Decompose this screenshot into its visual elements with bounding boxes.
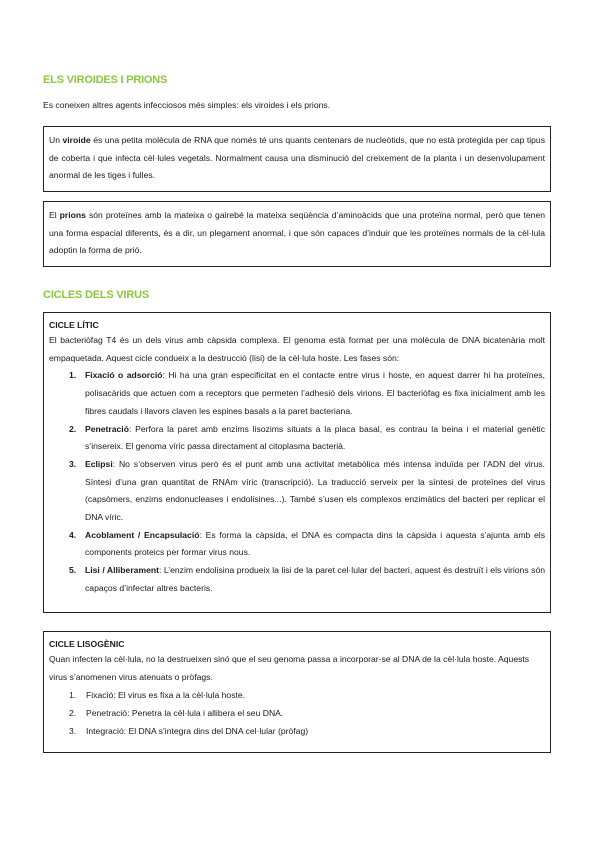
lysogenic-cycle-box bbox=[43, 631, 551, 753]
lytic-cycle-box bbox=[43, 312, 551, 613]
viroide-definition-box bbox=[43, 126, 551, 192]
prions-term: prions bbox=[59, 210, 86, 220]
lysogenic-step: 2. Penetració: Penetra la cèl·lula i allibera el seu DNA. bbox=[69, 708, 284, 719]
lysogenic-step: 1. Fixació: El virus es fixa a la cèl·lula hoste. bbox=[69, 690, 246, 701]
lysogenic-steps-list bbox=[49, 686, 545, 740]
prions-definition-box bbox=[43, 201, 551, 267]
lytic-step: 3. Eclipsi: No s’observen virus però és el punt amb una activitat metabòlica més intensa induïda per l’ADN del virus. Síntesi d’una gran quantitat de RNAm víric (transcripció). La traducció serveix per la síntesi de proteïnes del virus (capsòmers, enzims endonucleases i endolisines...). També s’usen els complexos enzimàtics del bacteri per replicar el DNA víric. bbox=[69, 458, 545, 523]
viroide-paragraph: Un viroide és una petita molècula de RNA que només té uns quants centenars de nucleòtids, que no està protegida per cap tipus de coberta i que infecta cèl·lules vegetals. Normalment causa una disminució del creixement de la planta i un desenvolupament anormal de les tiges i fulles. bbox=[49, 135, 546, 181]
lysogenic-cycle-intro: Quan infecten la cèl·lula, no la destrueixen sinó que el seu genoma passa a incorporar-se al DNA de la cèl·lula hoste. Aquests virus s’anomenen virus atenuats o pròfags. bbox=[49, 654, 530, 682]
lytic-cycle-title: CICLE LÍTIC bbox=[49, 320, 99, 330]
lytic-step: 2. Penetració: Perfora la paret amb enzims lisozims situats a la placa basal, es contrau la beina i el material genètic s’insereix. El genoma víric passa directament al citoplasma bacterià. bbox=[69, 423, 545, 452]
intro-paragraph: Es coneixen altres agents infecciosos més simples: els viroides i els prions. bbox=[43, 100, 331, 110]
section-heading-virus-cycles: CICLES DELS VIRUS bbox=[43, 289, 150, 301]
lytic-step: 5. Lisi / Alliberament: L’enzim endolisina produeix la lisi de la paret cel·lular del bacteri, aquest és destruït i els virions són capaços d’infectar altres bacteris. bbox=[69, 565, 546, 593]
prions-paragraph: El prions són proteïnes amb la mateixa o gairebé la mateixa seqüència d’aminoàcids que una proteïna normal, però que tenen una forma espacial diferents, és a dir, un plegament anormal, i que són capaces d’induir que les proteïnes normals de la cèl·lula adoptin la forma de prió. bbox=[49, 210, 545, 256]
lysogenic-step: 3. Integració: El DNA s’integra dins del DNA cel·lular (pròfag) bbox=[69, 726, 309, 737]
lytic-steps-list bbox=[49, 367, 545, 597]
viroide-term: viroide bbox=[62, 135, 91, 145]
section-heading-viroids-prions: ELS VIROIDES I PRIONS bbox=[43, 74, 168, 86]
lytic-cycle-intro: El bacteriòfag T4 és un dels virus amb càpsida complexa. El genoma està format per una molècula de DNA bicatenària molt empaquetada. Aquest cicle condueix a la destrucció (lisi) de la cèl·lula hoste. Les fases són: bbox=[49, 335, 545, 363]
lytic-step: 4. Acoblament / Encapsulació: Es forma la càpsida, el DNA es compacta dins la càpsida i aquesta s’ajunta amb els components proteics per formar virus nous. bbox=[69, 529, 545, 558]
lysogenic-cycle-title: CICLE LISOGÈNIC bbox=[49, 639, 125, 649]
lytic-step: 1. Fixació o adsorció: Hi ha una gran especificitat en el contacte entre virus i hoste, en aquest darrer hi ha proteïnes, polisacàrids que actuen com a receptors que permeten l’adhesió dels virions. El bacteriòfag es fixa inicialment amb les fibres caudals i llavors claven les espines basals a la paret bacteriana. bbox=[69, 370, 545, 416]
